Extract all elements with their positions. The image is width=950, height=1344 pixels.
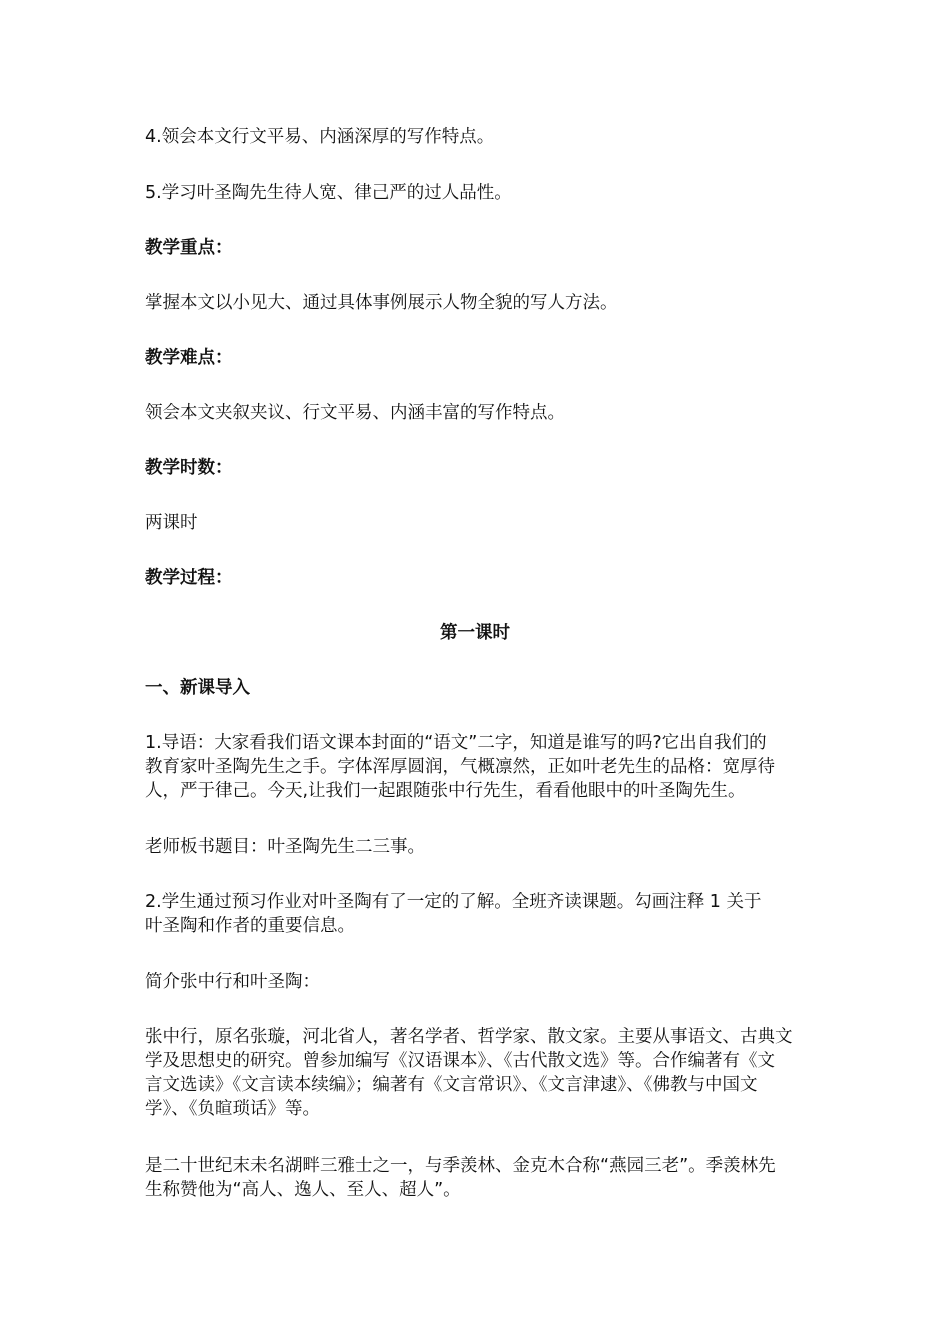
objective-4: 4.领会本文行文平易、内涵深厚的写作特点。: [145, 127, 495, 147]
key-point-text: 掌握本文以小见大、通过具体事例展示人物全貌的写人方法。: [145, 293, 618, 313]
intro-line: 人，严于律己。今天,让我们一起跟随张中行先生，看看他眼中的叶圣陶先生。: [145, 781, 746, 801]
praise-line: 生称赞他为“高人、逸人、至人、超人”。: [145, 1180, 461, 1200]
preview-paragraph: [145, 890, 810, 938]
preview-line: 2.学生通过预习作业对叶圣陶有了一定的了解。全班齐读课题。勾画注释 1 关于: [145, 892, 762, 912]
difficulty-text: 领会本文夹叙夹议、行文平易、内涵丰富的写作特点。: [145, 403, 565, 423]
bio-line: 学》、《负暄琐话》等。: [145, 1099, 320, 1119]
objective-5: 5.学习叶圣陶先生待人宽、律己严的过人品性。: [145, 183, 512, 203]
bio-line: 张中行，原名张璇，河北省人，著名学者、哲学家、散文家。主要从事语文、古典文: [145, 1027, 793, 1047]
praise-line: 是二十世纪末未名湖畔三雅士之一，与季羡林、金克木合称“燕园三老”。季羡林先: [145, 1156, 776, 1176]
bio-paragraph: [145, 1025, 810, 1121]
difficulty-heading: 教学难点：: [145, 348, 233, 368]
process-heading: 教学过程：: [145, 568, 233, 588]
lesson-title: 第一课时: [440, 623, 510, 643]
bio-line: 言文选读》《文言读本续编》；编著有《文言常识》、《文言津逮》、《佛教与中国文: [145, 1075, 758, 1095]
bio-line: 学及思想史的研究。曾参加编写《汉语课本》、《古代散文选》等。合作编著有《文: [145, 1051, 775, 1071]
intro-line: 教育家叶圣陶先生之手。字体浑厚圆润，气概凛然，正如叶老先生的品格：宽厚待: [145, 757, 775, 777]
intro-paragraph: [145, 731, 810, 803]
praise-paragraph: [145, 1154, 810, 1202]
hours-text: 两课时: [145, 513, 198, 533]
hours-heading: 教学时数：: [145, 458, 233, 478]
preview-line: 叶圣陶和作者的重要信息。: [145, 916, 355, 936]
intro-line: 1.导语：大家看我们语文课本封面的“语文”二字，知道是谁写的吗?它出自我们的: [145, 733, 767, 753]
key-point-heading: 教学重点：: [145, 238, 233, 258]
bio-intro-paragraph: 简介张中行和叶圣陶：: [145, 972, 320, 992]
section-title: 一、新课导入: [145, 678, 250, 698]
board-title-paragraph: 老师板书题目：叶圣陶先生二三事。: [145, 837, 425, 857]
